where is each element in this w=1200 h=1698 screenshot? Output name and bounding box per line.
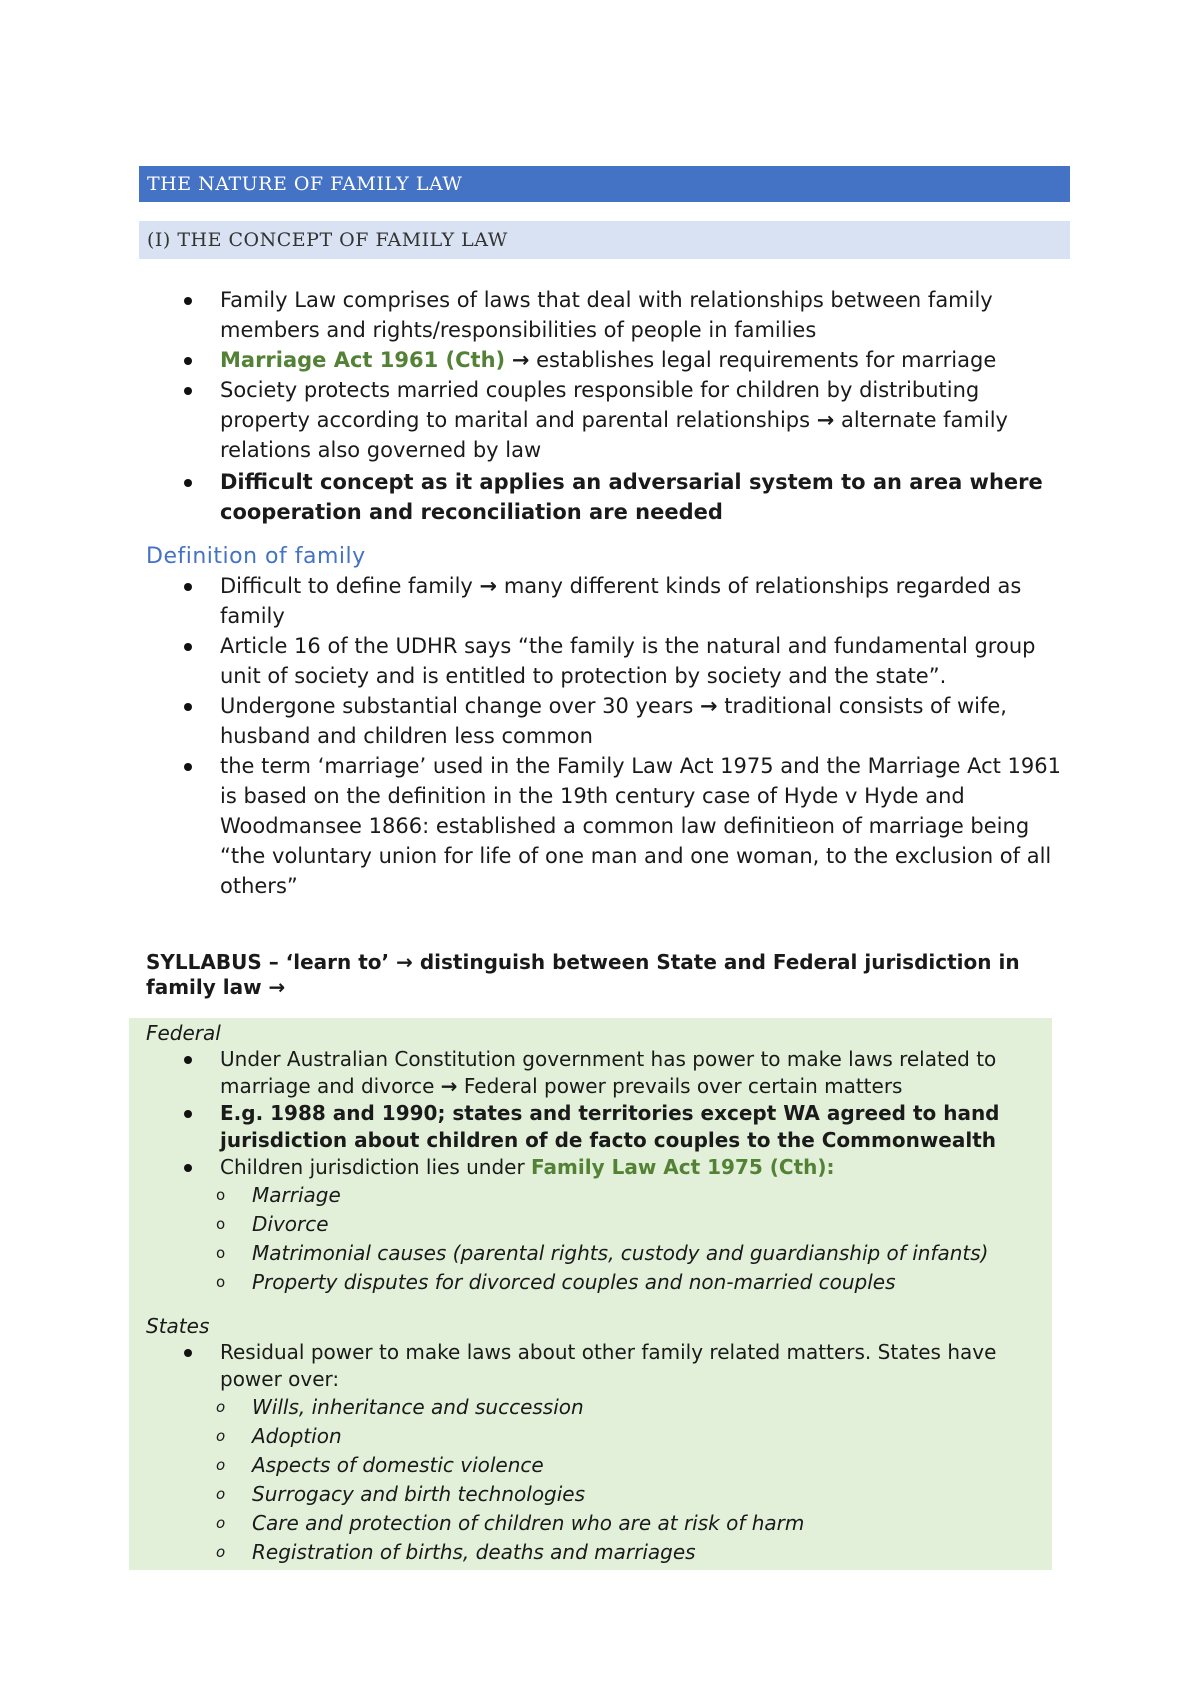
states-list-block [180, 1339, 1060, 1567]
bullet-text: the term ‘marriage’ used in the Family Law Act 1975 and the Marriage Act 1961 is based on the definition in the 19th century case of Hyde v Hyde and Woodmansee 1866: established a common law definitieon of marriage being “the voluntary union for life of one man and one woman, to the exclusion of all others” [220, 754, 1061, 898]
bullet-text: Difficult concept as it applies an adversarial system to an area where cooperation and reconciliation are needed [220, 470, 1043, 524]
bullet-text: Article 16 of the UDHR says “the family is the natural and fundamental group unit of society and is entitled to protection by society and the state”. [220, 634, 1036, 688]
list-item [180, 1100, 1060, 1154]
heading-nature-of-family-law: THE NATURE OF FAMILY LAW [139, 166, 1070, 202]
bullet-text: many different kinds of relationships regarded as family [220, 574, 1022, 628]
syllabus-text: SYLLABUS – ‘learn to’ [146, 950, 397, 974]
list-item [180, 691, 1070, 751]
bullet-text: traditional consists of wife, husband and children less common [220, 694, 1007, 748]
bullet-text: Undergone substantial change over 30 years [220, 694, 700, 718]
list-item: o Marriage [252, 1181, 1060, 1210]
bullet-text: E.g. 1988 and 1990; states and territories except WA agreed to hand jurisdiction about children of de facto couples to the Commonwealth [220, 1101, 1000, 1152]
list-item [180, 1046, 1060, 1100]
federal-sub-list [180, 1181, 1060, 1297]
list-item: o Care and protection of children who are at risk of harm [252, 1509, 1060, 1538]
list-item: o Adoption [252, 1422, 1060, 1451]
list-item: o Registration of births, deaths and marriages [252, 1538, 1060, 1567]
arrow-icon: → [479, 574, 498, 598]
bullet-text: Federal power prevails over certain matters [457, 1074, 903, 1098]
bullet-text: Family Law comprises of laws that deal with relationships between family members and rights/responsibilities of people in families [220, 288, 993, 342]
arrow-icon: → [816, 408, 835, 432]
list-item: o Wills, inheritance and succession [252, 1393, 1060, 1422]
concept-list-block [180, 285, 1070, 527]
definition-bullet-list [180, 571, 1070, 901]
list-item [180, 285, 1070, 345]
list-item [180, 375, 1070, 465]
bullet-text: Residual power to make laws about other family related matters. States have power over: [220, 1340, 997, 1391]
list-item [180, 571, 1070, 631]
list-item: o Divorce [252, 1210, 1060, 1239]
federal-list-block [180, 1046, 1060, 1297]
list-item: o Property disputes for divorced couples and non-married couples [252, 1268, 1060, 1297]
list-item: o Aspects of domestic violence [252, 1451, 1060, 1480]
bullet-text: alternate family relations also governed by law [220, 408, 1008, 462]
list-item [180, 631, 1070, 691]
definition-list-block [180, 571, 1070, 901]
definition-of-family-heading: Definition of family [146, 544, 366, 569]
list-item [180, 467, 1070, 527]
bullet-text: Society protects married couples responsible for children by distributing property according to marital and parental relationships [220, 378, 980, 432]
list-item: o Matrimonial causes (parental rights, custody and guardianship of infants) [252, 1239, 1060, 1268]
arrow-icon: → [700, 694, 718, 718]
federal-label: Federal [146, 1021, 221, 1045]
heading-concept-of-family-law: (I) THE CONCEPT OF FAMILY LAW [139, 221, 1070, 259]
states-label: States [146, 1314, 210, 1338]
family-law-act-reference: Family Law Act 1975 (Cth): [531, 1155, 835, 1179]
federal-bullet-list [180, 1046, 1060, 1297]
states-bullet-list [180, 1339, 1060, 1567]
list-item [180, 1339, 1060, 1567]
states-sub-list [180, 1393, 1060, 1567]
list-item [180, 751, 1070, 901]
bullet-text: Children jurisdiction lies under [220, 1155, 532, 1179]
bullet-text: establishes legal requirements for marriage [529, 348, 997, 372]
arrow-icon: → [440, 1074, 458, 1098]
concept-bullet-list [180, 285, 1070, 527]
arrow-icon: → [268, 975, 286, 999]
arrow-icon: → [396, 950, 413, 974]
bullet-text: Under Australian Constitution government has power to make laws related to marriage and divorce [220, 1047, 997, 1098]
syllabus-note [146, 950, 1066, 1000]
list-item: o Surrogacy and birth technologies [252, 1480, 1060, 1509]
arrow-icon: → [511, 348, 530, 372]
list-item [180, 1154, 1060, 1297]
list-item [180, 345, 1070, 375]
marriage-act-reference: Marriage Act 1961 (Cth) [220, 348, 506, 372]
syllabus-text: distinguish between State and Federal jurisdiction in family law [146, 950, 1020, 999]
bullet-text: Difficult to define family [220, 574, 480, 598]
